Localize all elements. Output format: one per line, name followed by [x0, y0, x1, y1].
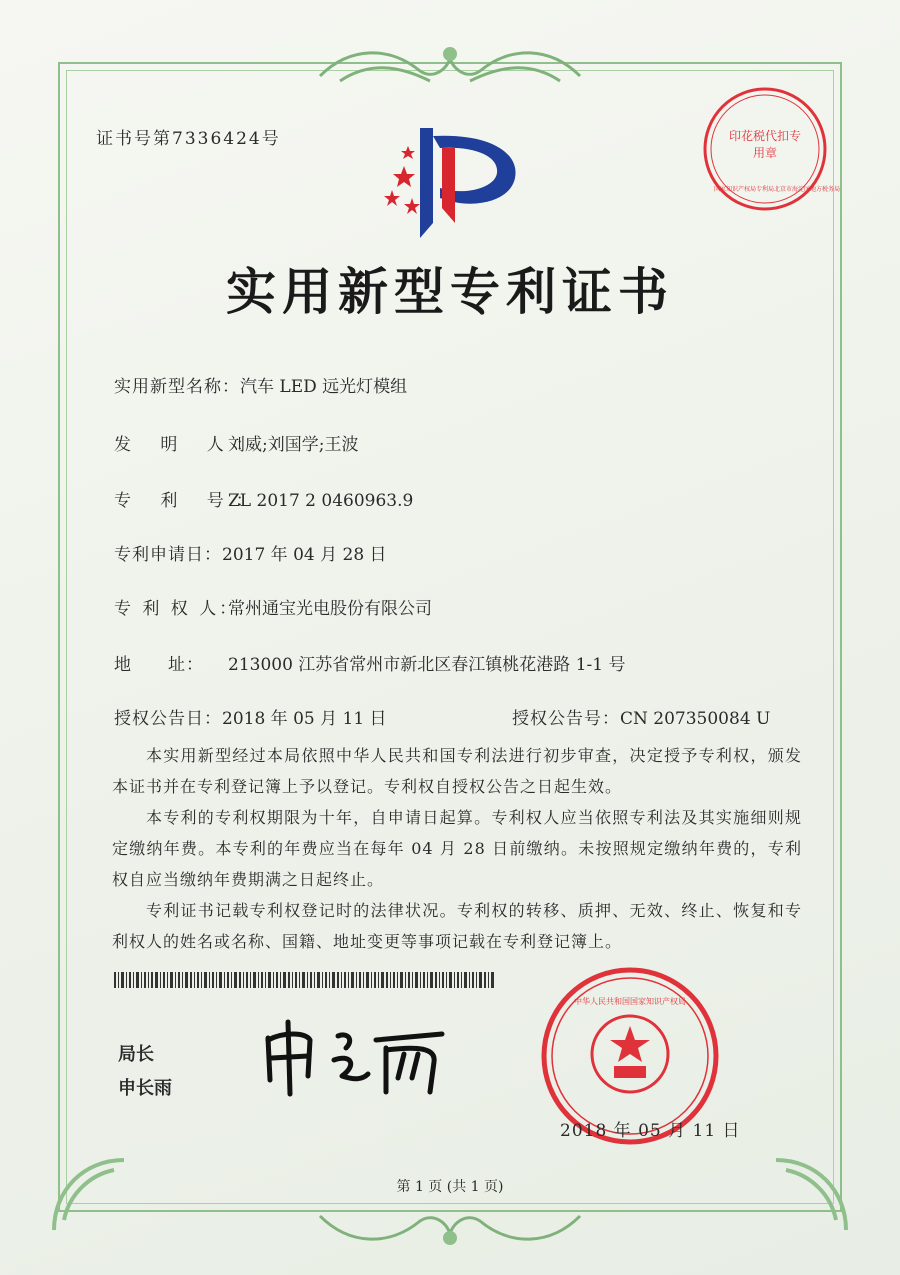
field-grant-no	[512, 704, 770, 729]
field-address	[114, 650, 625, 675]
field-patentee	[114, 594, 432, 619]
field-patentee-value: 常州通宝光电股份有限公司	[228, 599, 432, 619]
field-patent-no-value: ZL 2017 2 0460963.9	[228, 491, 414, 511]
page-title: 实用新型专利证书	[226, 263, 674, 321]
bottom-ornament	[300, 1196, 600, 1256]
field-patentee-label: 专 利 权 人：	[114, 599, 240, 619]
field-grant-date	[114, 704, 387, 729]
body-paragraph-2: 本专利的专利权期限为十年，自申请日起算。专利权人应当依照专利法及其实施细则规定缴纳年费。本专利的年费应当在每年 04 月 28 日前缴纳。未按照规定缴纳年费的，专利权自应当缴纳年费期满之日起终止。	[112, 808, 802, 889]
field-name	[114, 372, 407, 397]
field-address-value: 213000 江苏省常州市新北区春江镇桃花港路 1-1 号	[228, 655, 626, 675]
seal-star-icon	[610, 1026, 650, 1062]
field-grant-no-label: 授权公告号：	[512, 709, 620, 729]
handwritten-signature	[258, 1018, 458, 1098]
page-indicator: 第 1 页 (共 1 页)	[396, 1179, 504, 1195]
tax-stamp-ring-text: 国家知识产权局专利局北京市海淀区地方税务局	[714, 186, 841, 193]
patent-office-logo	[380, 128, 530, 238]
seal-date: 2018 年 05 月 11 日	[560, 1121, 741, 1141]
field-grant-date-label: 授权公告日：	[114, 709, 222, 729]
field-grant-date-value: 2018 年 05 月 11 日	[222, 709, 387, 729]
field-filing-date-value: 2017 年 04 月 28 日	[222, 545, 387, 565]
field-patent-no	[114, 486, 413, 511]
field-inventor-label: 发 明 人：	[114, 435, 265, 455]
field-patent-no-label: 专 利 号：	[114, 491, 265, 511]
seal-text: 中华人民共和国国家知识产权局	[574, 997, 686, 1006]
tax-stamp-center-text: 印花税代扣专用章	[728, 129, 801, 160]
field-name-value: 汽车 LED 远光灯模组	[240, 377, 408, 397]
body-paragraph-1: 本实用新型经过本局依照中华人民共和国专利法进行初步审查，决定授予专利权，颁发本证书并在专利登记簿上予以登记。专利权自授权公告之日起生效。	[112, 746, 802, 796]
top-ornament	[300, 36, 600, 96]
field-address-label: 地 址：	[114, 655, 204, 675]
field-filing-date	[114, 540, 387, 565]
field-grant-no-value: CN 207350084 U	[620, 709, 771, 729]
director-title: 局长	[118, 1044, 154, 1065]
field-inventor-value: 刘威;刘国学;王波	[228, 435, 359, 455]
tax-stamp	[700, 84, 841, 214]
barcode	[114, 972, 494, 988]
body-paragraph-3: 专利证书记载专利权登记时的法律状况。专利权的转移、质押、无效、终止、恢复和专利权人的姓名或名称、国籍、地址变更等事项记载在专利登记簿上。	[112, 901, 802, 951]
director-name: 申长雨	[118, 1078, 172, 1099]
field-name-label: 实用新型名称：	[114, 377, 240, 397]
field-filing-date-label: 专利申请日：	[114, 545, 222, 565]
certificate-number: 证书号第7336424号	[96, 129, 281, 149]
field-inventor	[114, 430, 358, 455]
